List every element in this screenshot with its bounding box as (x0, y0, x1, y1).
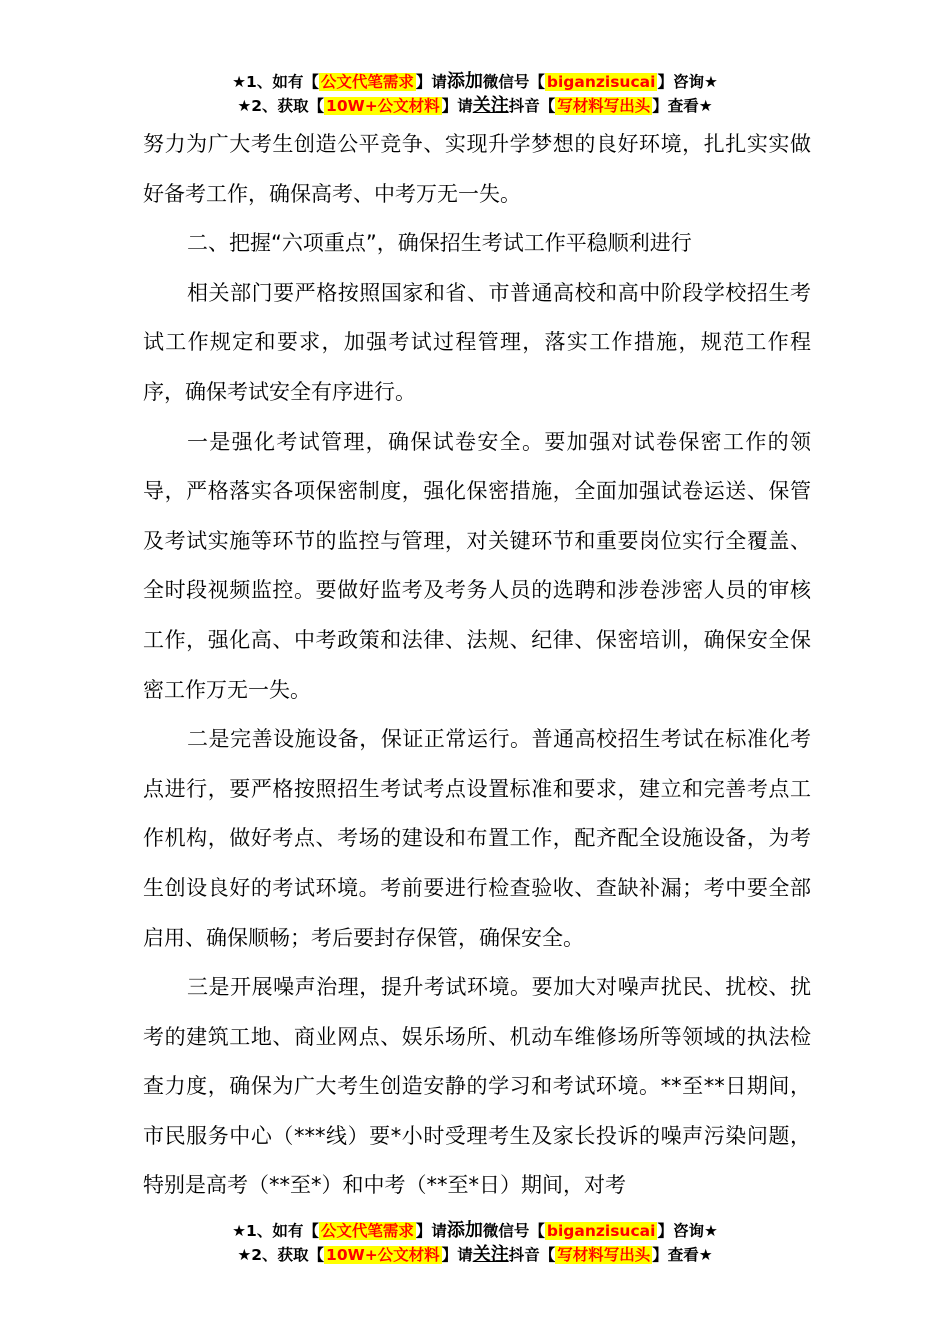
banner-text: 】查看★ (652, 97, 713, 115)
banner-line-2 (0, 94, 950, 118)
banner-text: 】查看★ (652, 1246, 713, 1264)
banner-text: 】咨询★ (657, 1222, 718, 1240)
banner-line-1 (0, 70, 950, 94)
document-body (143, 120, 811, 1211)
banner-text: 】请 (415, 73, 447, 91)
highlight-wechat-id: biganzisucai (546, 1222, 656, 1240)
banner-text: 微信号【 (482, 1222, 545, 1240)
banner-text: 】请 (415, 1222, 447, 1240)
paragraph: 二是完善设施设备，保证正常运行。普通高校招生考试在标准化考点进行，要严格按照招生考试考点设置标准和要求，建立和完善考点工作机构，做好考点、考场的建设和布置工作，配齐配全设施设备，为考生创设良好的考试环境。考前要进行检查验收、查缺补漏；考中要全部启用、确保顺畅；考后要封存保管，确保安全。 (143, 727, 811, 950)
banner-emphasis: 关注 (472, 1244, 509, 1265)
banner-emphasis: 添加 (446, 1220, 483, 1241)
banner-text: 】咨询★ (657, 73, 718, 91)
banner-text: ★2、获取【 (237, 97, 325, 115)
banner-line-1 (0, 1219, 950, 1243)
paragraph: 三是开展噪声治理，提升考试环境。要加大对噪声扰民、扰校、扰考的建筑工地、商业网点、娱乐场所、机动车维修场所等领域的执法检查力度，确保为广大考生创造安静的学习和考试环境。**至**日期间，市民服务中心（***线）要*小时受理考生及家长投诉的噪声污染问题，特别是高考（**至*）和中考（**至*日）期间，对考 (143, 975, 811, 1198)
banner-text: 】请 (441, 97, 473, 115)
banner-text: 抖音【 (508, 97, 556, 115)
banner-text: 】请 (441, 1246, 473, 1264)
banner-emphasis: 关注 (472, 95, 509, 116)
footer-banner (0, 1219, 950, 1267)
banner-text: ★1、如有【 (232, 73, 319, 91)
header-banner (0, 70, 950, 118)
highlight-douyin-account: 写材料写出头 (557, 97, 651, 115)
banner-line-2 (0, 1243, 950, 1267)
highlight-service: 公文代笔需求 (320, 73, 414, 91)
section-heading: 二、把握“六项重点”，确保招生考试工作平稳顺利进行 (187, 231, 692, 256)
banner-text: 抖音【 (508, 1246, 556, 1264)
highlight-douyin-account: 写材料写出头 (557, 1246, 651, 1264)
highlight-materials: 10W+公文材料 (326, 97, 440, 115)
banner-text: ★2、获取【 (237, 1246, 325, 1264)
highlight-materials: 10W+公文材料 (326, 1246, 440, 1264)
banner-text: ★1、如有【 (232, 1222, 319, 1240)
highlight-wechat-id: biganzisucai (546, 73, 656, 91)
paragraph: 相关部门要严格按照国家和省、市普通高校和高中阶段学校招生考试工作规定和要求，加强考试过程管理，落实工作措施，规范工作程序，确保考试安全有序进行。 (143, 280, 811, 404)
paragraph: 一是强化考试管理，确保试卷安全。要加强对试卷保密工作的领导，严格落实各项保密制度，强化保密措施，全面加强试卷运送、保管及考试实施等环节的监控与管理，对关键环节和重要岗位实行全覆盖、全时段视频监控。要做好监考及考务人员的选聘和涉卷涉密人员的审核工作，强化高、中考政策和法律、法规、纪律、保密培训，确保安全保密工作万无一失。 (143, 429, 811, 702)
highlight-service: 公文代笔需求 (320, 1222, 414, 1240)
banner-text: 微信号【 (482, 73, 545, 91)
banner-emphasis: 添加 (446, 71, 483, 92)
paragraph-continuation: 努力为广大考生创造公平竞争、实现升学梦想的良好环境，扎扎实实做好备考工作，确保高考、中考万无一失。 (143, 132, 811, 206)
